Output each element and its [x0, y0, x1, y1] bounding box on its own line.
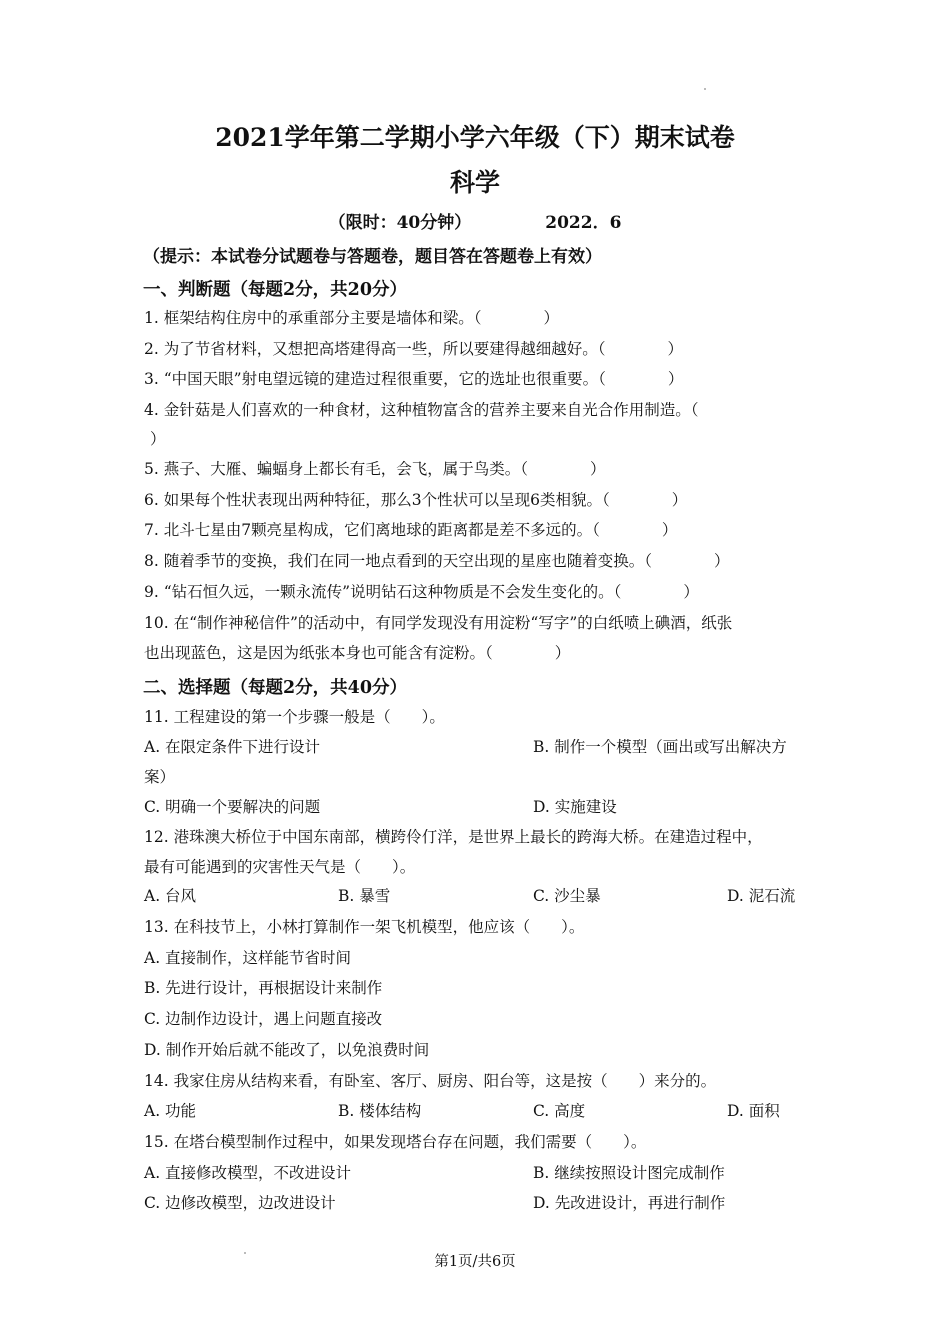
question-13-option-c: C. 边制作边设计，遇上问题直接改 [144, 1010, 383, 1028]
question-14-option-c: C. 高度 [533, 1102, 586, 1120]
scan-speck [704, 88, 706, 90]
question-4-line-1: 4. 金针菇是人们喜欢的一种食材，这种植物富含的营养主要来自光合作用制造。（ [144, 401, 699, 419]
exam-title: 2021学年第二学期小学六年级（下）期末试卷 [215, 123, 735, 152]
question-12-option-b: B. 暴雪 [338, 887, 391, 905]
question-2: 2. 为了节省材料，又想把高塔建得高一些，所以要建得越细越好。（ ） [144, 340, 683, 358]
question-13-option-b: B. 先进行设计，再根据设计来制作 [144, 979, 383, 997]
question-11-option-d: D. 实施建设 [533, 798, 617, 816]
question-12-option-d: D. 泥石流 [727, 887, 796, 905]
exam-meta [0, 208, 950, 233]
question-15-option-d: D. 先改进设计，再进行制作 [533, 1194, 726, 1212]
question-14-option-a: A. 功能 [144, 1102, 197, 1120]
question-15-option-b: B. 继续按照设计图完成制作 [533, 1164, 725, 1182]
question-11-stem: 11. 工程建设的第一个步骤一般是（ ）。 [144, 708, 445, 726]
question-12-option-c: C. 沙尘暴 [533, 887, 601, 905]
subject-title: 科学 [449, 168, 500, 197]
question-9: 9. “钻石恒久远，一颗永流传”说明钻石这种物质是不会发生变化的。（ ） [144, 583, 699, 601]
time-limit: （限时：40分钟） [328, 213, 472, 233]
question-15-option-a: A. 直接修改模型，不改进设计 [144, 1164, 352, 1182]
question-8: 8. 随着季节的变换，我们在同一地点看到的天空出现的星座也随着变换。（ ） [144, 552, 730, 570]
question-12-option-a: A. 台风 [144, 887, 197, 905]
question-14-stem: 14. 我家住房从结构来看，有卧室、客厅、厨房、阳台等，这是按（ ）来分的。 [144, 1072, 717, 1090]
question-5: 5. 燕子、大雁、蝙蝠身上都长有毛，会飞，属于鸟类。（ ） [144, 460, 606, 478]
question-15-stem: 15. 在塔台模型制作过程中，如果发现塔台存在问题，我们需要（ ）。 [144, 1133, 647, 1151]
question-13-option-d: D. 制作开始后就不能改了，以免浪费时间 [144, 1041, 430, 1059]
question-3: 3. “中国天眼”射电望远镜的建造过程很重要，它的选址也很重要。（ ） [144, 370, 684, 388]
question-14-option-b: B. 楼体结构 [338, 1102, 422, 1120]
question-11-option-b: B. 制作一个模型（画出或写出解决方 [533, 738, 787, 756]
question-11-option-c: C. 明确一个要解决的问题 [144, 798, 321, 816]
question-13-stem: 13. 在科技节上，小林打算制作一架飞机模型，他应该（ ）。 [144, 918, 585, 936]
question-11-option-b-continued: 案） [144, 768, 176, 786]
scan-speck [244, 1252, 246, 1254]
question-6: 6. 如果每个性状表现出两种特征，那么3个性状可以呈现6类相貌。（ ） [144, 491, 688, 509]
question-10-line-1: 10. 在“制作神秘信件”的活动中，有同学发现没有用淀粉“写字”的白纸喷上碘酒，纸张 [144, 614, 733, 632]
question-12-stem-line-1: 12. 港珠澳大桥位于中国东南部，横跨伶仃洋，是世界上最长的跨海大桥。在建造过程中， [144, 828, 763, 846]
exam-hint: （提示：本试卷分试题卷与答题卷，题目答在答题卷上有效） [143, 247, 602, 267]
exam-date: 2022．6 [545, 213, 622, 233]
question-11-option-a: A. 在限定条件下进行设计 [144, 738, 321, 756]
question-14-option-d: D. 面积 [727, 1102, 780, 1120]
question-4-line-2: ） [150, 430, 166, 448]
question-12-stem-line-2: 最有可能遇到的灾害性天气是（ ）。 [144, 858, 416, 876]
section-heading-multiple-choice: 二、选择题（每题2分，共40分） [143, 678, 408, 698]
question-1: 1. 框架结构住房中的承重部分主要是墙体和梁。（ ） [144, 309, 559, 327]
section-heading-true-false: 一、判断题（每题2分，共20分） [143, 280, 408, 300]
question-13-option-a: A. 直接制作，这样能节省时间 [144, 949, 352, 967]
question-7: 7. 北斗七星由7颗亮星构成，它们离地球的距离都是差不多远的。（ ） [144, 521, 678, 539]
page-number: 第1页/共6页 [434, 1254, 516, 1270]
question-10-line-2: 也出现蓝色，这是因为纸张本身也可能含有淀粉。（ ） [144, 644, 571, 662]
question-15-option-c: C. 边修改模型，边改进设计 [144, 1194, 336, 1212]
